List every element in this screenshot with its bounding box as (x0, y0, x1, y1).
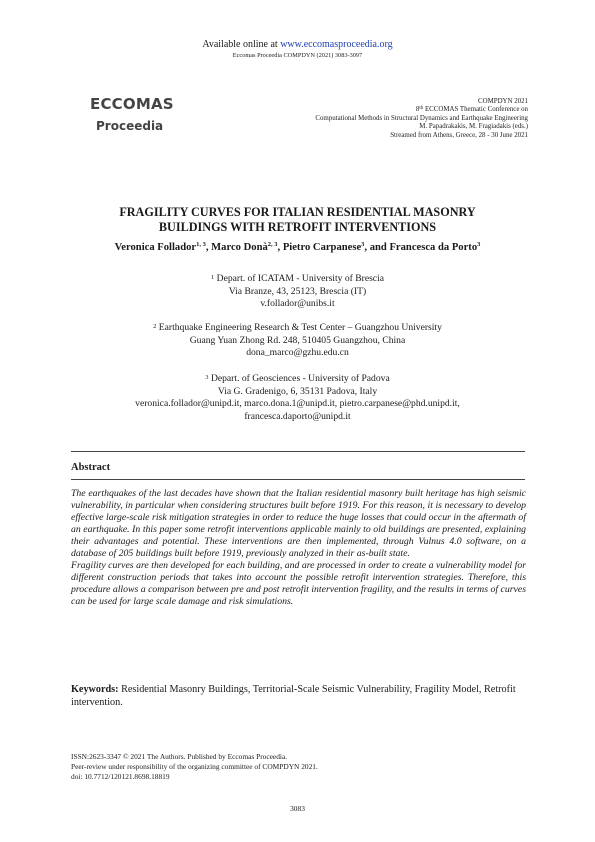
copyright-footer (71, 752, 531, 783)
affiliation-1 (0, 273, 595, 311)
affiliation-number: 2 (153, 323, 157, 330)
author-affiliation-mark: 3 (477, 241, 481, 248)
affiliation-address: Guang Yuan Zhong Rd. 248, 510405 Guangzhou, China (189, 334, 406, 346)
abstract-top-rule (71, 451, 525, 452)
doi-line: doi: 10.7712/120121.8698.18819 (71, 772, 170, 782)
affiliation-email: francesca.daporto@unipd.it (244, 410, 351, 422)
peer-review-line: Peer-review under responsibility of the organizing committee of COMPDYN 2021. (71, 762, 318, 772)
abstract-body (71, 488, 526, 608)
affiliation-3 (0, 373, 595, 423)
author-affiliation-mark: 3 (361, 241, 365, 248)
keywords-text: Residential Masonry Buildings, Territorial-Scale Seismic Vulnerability, Fragility Model, Retrofit intervention. (71, 684, 516, 708)
author-separator: , (205, 242, 212, 253)
available-online-line (0, 39, 595, 50)
issn-line: ISSN:2623-3347 © 2021 The Authors. Published by Eccomas Proceedia. (71, 752, 288, 761)
author-affiliation-mark: 2, 3 (267, 241, 278, 248)
author-affiliation-mark: 1, 3 (196, 241, 206, 248)
abstract-paragraph: The earthquakes of the last decades have shown that the Italian residential masonry built heritage has high seismic vulnerability, in particular when considering structures built before 1919. For this reason, it is necessary to develop effective large-scale risk mitigation strategies in order to reduce the huge losses that could occur in the aftermath of an earthquake. In this paper some retrofit interventions applicable mainly to old buildings are presented, explaining their advantages and potential. These interventions are then implemented, through Vulnus 4.0 software, on a database of 205 buildings built before 1919, previously analyzed in their as-built state. (71, 488, 526, 560)
affiliation-dept: Earthquake Engineering Research & Test Center – Guangzhou University (158, 322, 442, 333)
author-separator: , and (364, 242, 390, 253)
author-name: Veronica Follador (114, 242, 197, 253)
logo-line-2: Proceedia (96, 119, 164, 133)
author-separator: , (277, 242, 283, 253)
paper-title (0, 205, 595, 235)
affiliation-number: 1 (210, 274, 215, 281)
affiliation-email: dona_marco@gzhu.edu.cn (246, 347, 349, 358)
abstract-heading: Abstract (71, 462, 111, 473)
affiliation-address: Via Branze, 43, 25123, Brescia (IT) (228, 285, 367, 297)
author-list (0, 242, 595, 253)
available-prefix: Available online at (202, 39, 281, 50)
conference-line: COMPDYN 2021 (478, 98, 528, 105)
eccomas-proceedia-logo (90, 95, 180, 133)
conference-line: Streamed from Athens, Greece, 28 - 30 June 2021 (390, 131, 528, 139)
abstract-paragraph: Fragility curves are then developed for each building, and are processed in order to create a vulnerability model for different construction periods that takes into account the possible retrofit intervention strategies. Therefore, this procedure allows a comparison between pre and post retrofit intervention fragility, and the results in terms of curves can be used for large scale damage and risk simulations. (71, 560, 526, 608)
abstract-heading-rule (71, 479, 525, 480)
logo-line-1: ECCOMAS (90, 95, 174, 113)
author-name: Francesca da Porto (389, 242, 478, 253)
affiliation-dept: Depart. of Geosciences - University of Padova (210, 373, 390, 384)
affiliation-number: 3 (205, 374, 209, 381)
title-line-1: FRAGILITY CURVES FOR ITALIAN RESIDENTIAL MASONRY (119, 205, 476, 219)
conference-line: Computational Methods in Structural Dynamics and Earthquake Engineering (315, 114, 528, 122)
conference-line: M. Papadrakakis, M. Fragiadakis (eds.) (419, 123, 528, 131)
proceedings-citation: Eccomas Proceedia COMPDYN (2021) 3083-3097 (232, 52, 363, 59)
conference-line: 8th ECCOMAS Thematic Conference on (415, 106, 528, 114)
ordinal-suffix: th (419, 106, 424, 112)
keywords (71, 683, 526, 709)
proceedia-link[interactable]: www.eccomasproceedia.org (280, 39, 393, 50)
page-number: 3083 (290, 804, 305, 813)
affiliation-dept: Depart. of ICATAM - University of Brescia (216, 273, 384, 284)
author-name: Pietro Carpanese (282, 242, 362, 253)
title-line-2: BUILDINGS WITH RETROFIT INTERVENTIONS (158, 220, 437, 234)
author-name: Marco Donà (211, 242, 268, 253)
affiliation-email: v.follador@unibs.it (260, 298, 335, 309)
conference-info (228, 98, 528, 140)
affiliation-2 (0, 322, 595, 360)
affiliation-email: veronica.follador@unipd.it, marco.dona.1@unipd.it, pietro.carpanese@phd.unipd.it, (135, 398, 460, 409)
affiliation-address: Via G. Gradenigo, 6, 35131 Padova, Italy (217, 385, 378, 397)
keywords-label: Keywords: (71, 684, 119, 695)
